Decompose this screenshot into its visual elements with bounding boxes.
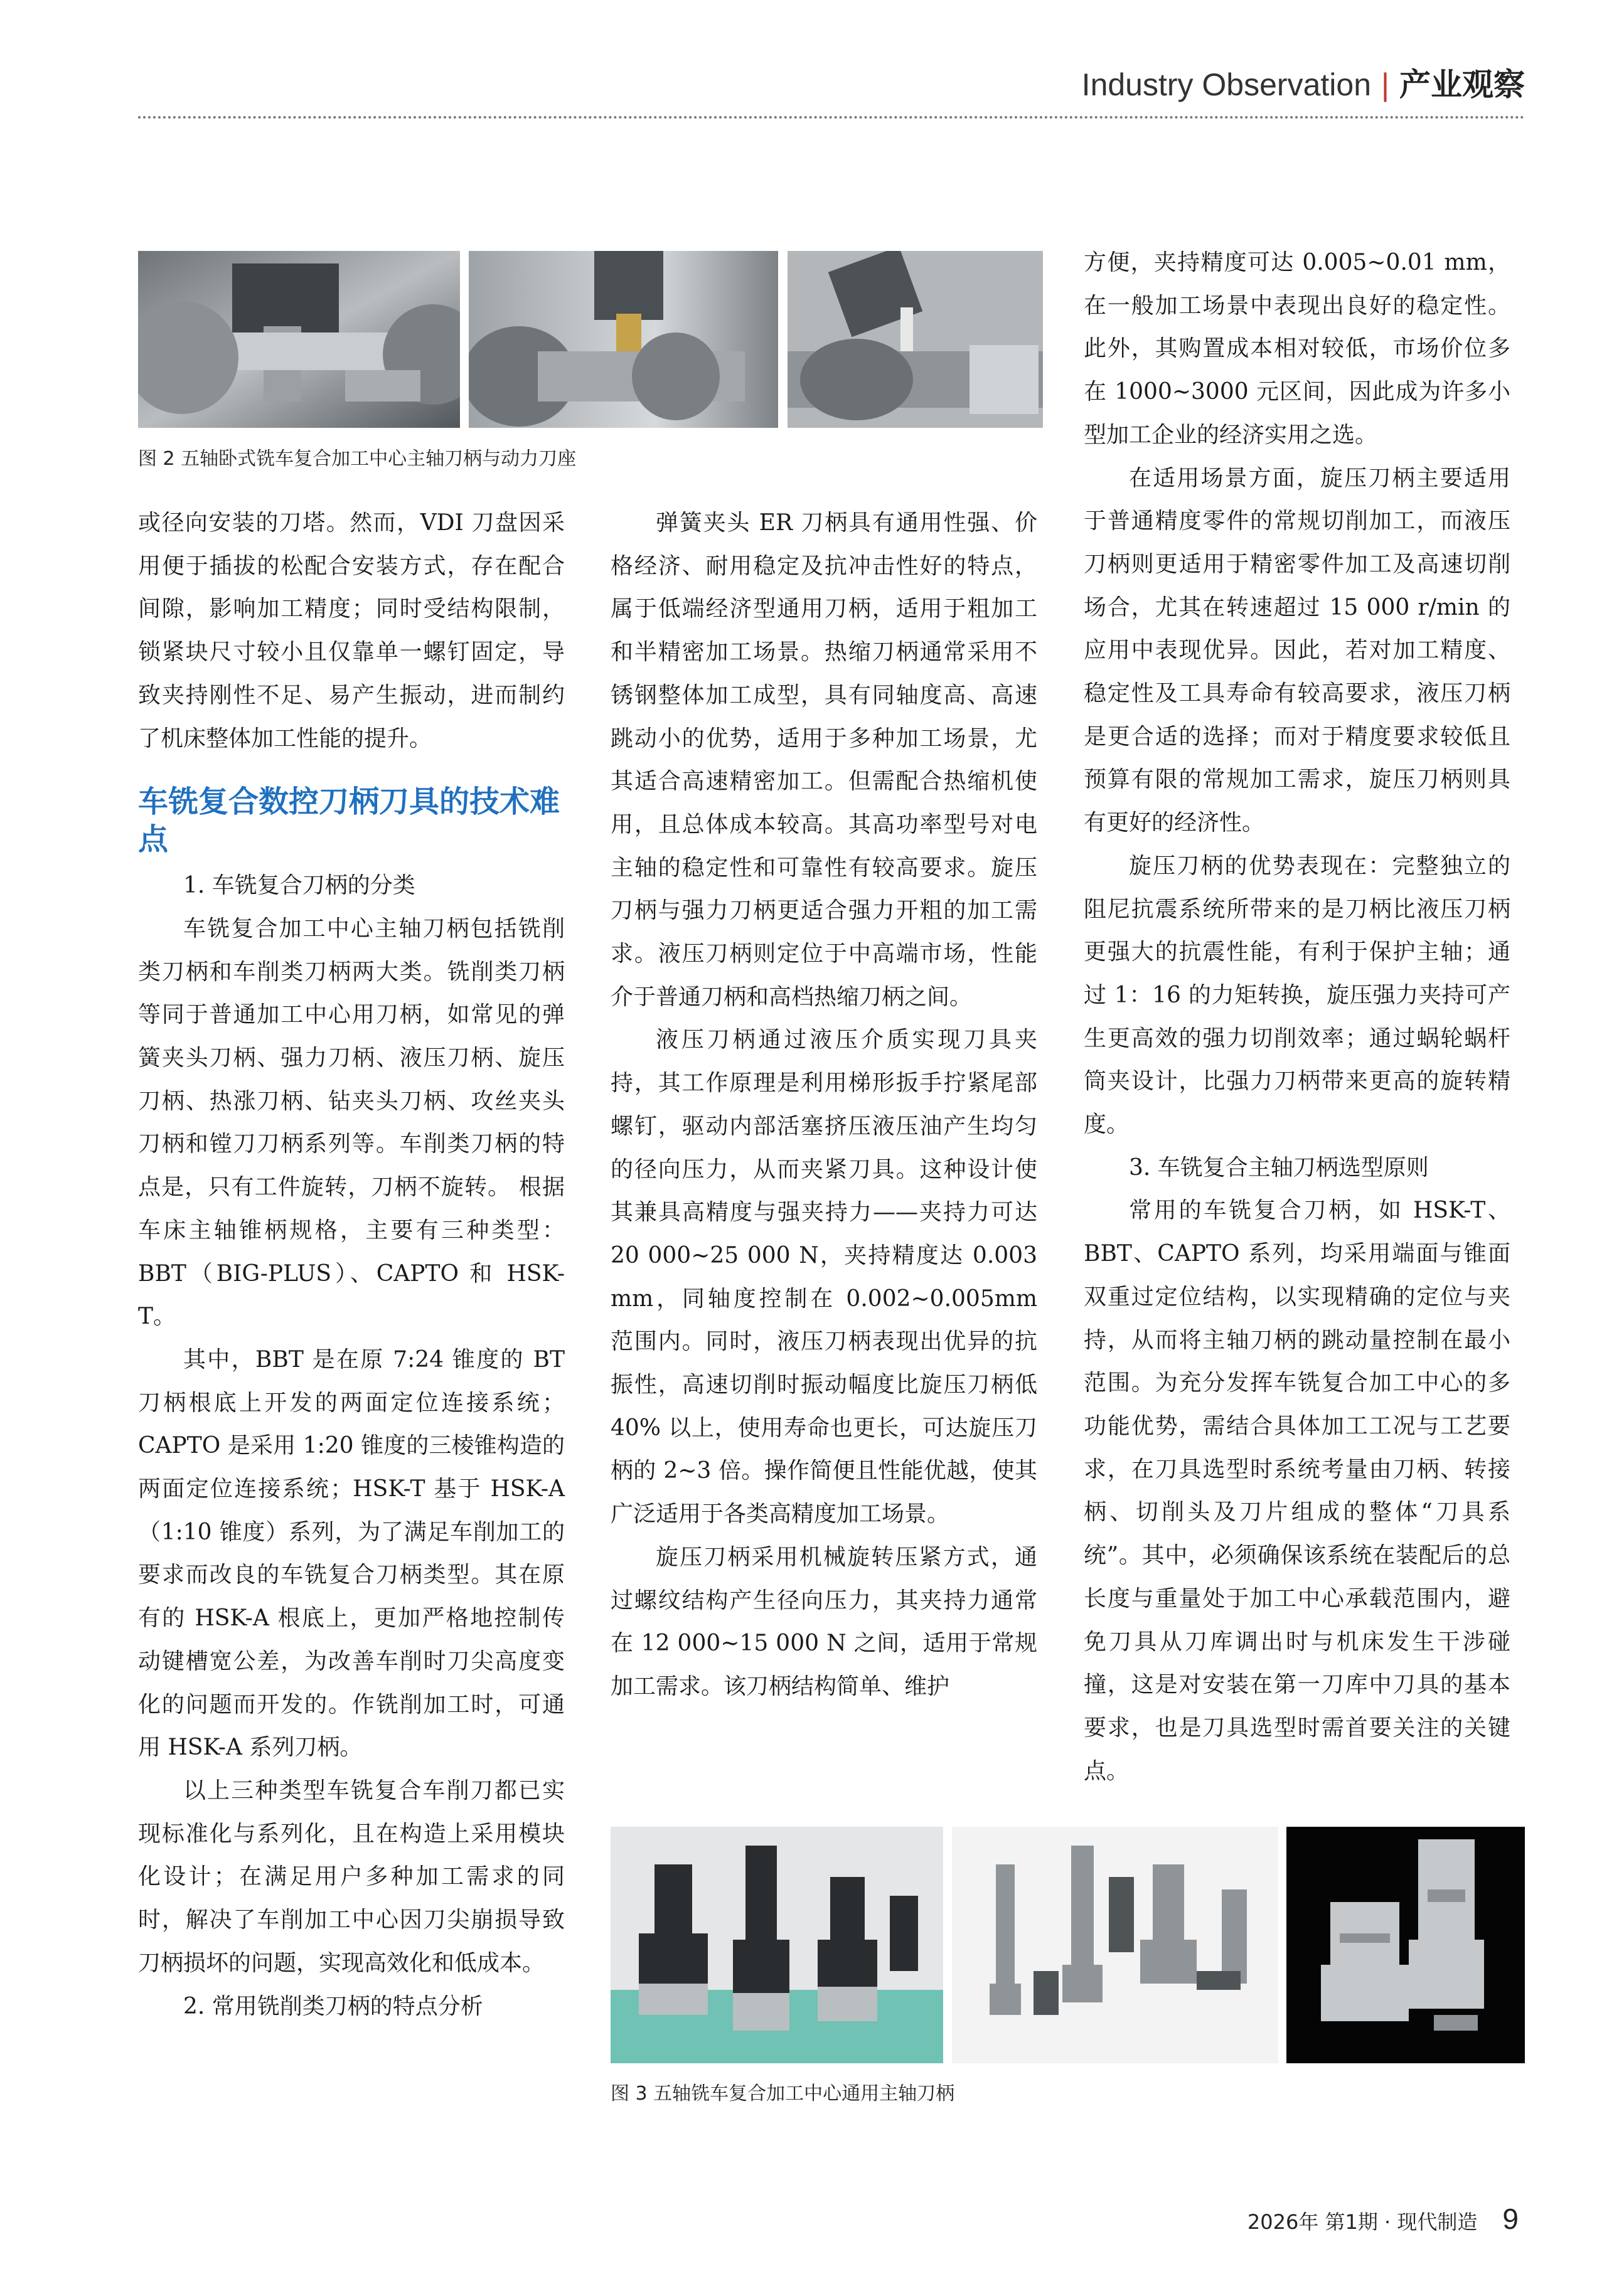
fig3-photo-3 — [1286, 1827, 1525, 2063]
column-3 — [1084, 242, 1510, 1793]
col3-paragraph-3: 旋压刀柄的优势表现在：完整独立的阻尼抗震系统所带来的是刀柄比液压刀柄更强大的抗震性能，有利于保护主轴；通过 1：16 的力矩转换，旋压强力夹持可产生更高效的强力切削效率；通过蜗轮蜗杆筒夹设计，比强力刀柄带来更高的旋转精度。 — [1084, 853, 1510, 1138]
col1-paragraph-2: 车铣复合加工中心主轴刀柄包括铣削类刀柄和车削类刀柄两大类。铣削类刀柄等同于普通加工中心用刀柄，如常见的弹簧夹头刀柄、强力刀柄、液压刀柄、旋压刀柄、热涨刀柄、钻夹头刀柄、攻丝夹头刀柄和镗刀刀柄系列等。车削类刀柄的特点是，只有工件旋转，刀柄不旋转。 根据车床主轴锥柄规格，主要有三种类型：BBT（BIG-PLUS）、CAPTO 和 HSK-T。 — [138, 915, 565, 1330]
fig3-photo-2 — [952, 1827, 1278, 2063]
col1-paragraph-1: 或径向安装的刀塔。然而，VDI 刀盘因采用便于插拔的松配合安装方式，存在配合间隙，影响加工精度；同时受结构限制，锁紧块尺寸较小且仅靠单一螺钉固定，导致夹持刚性不足、易产生振动，进而制约了机床整体加工性能的提升。 — [138, 510, 565, 752]
col1-paragraph-3: 其中，BBT 是在原 7:24 锥度的 BT 刀柄根底上开发的两面定位连接系统；CAPTO 是采用 1:20 锥度的三棱锥构造的两面定位连接系统；HSK-T 基于 HSK-A（1:10 锥度）系列，为了满足车削加工的要求而改良的车铣复合刀柄类型。其在原有的 HSK-A 根底上，更加严格地控制传动键槽宽公差，为改善车削时刀尖高度变化的问题而开发的。作铣削加工时，可通用 HSK-A 系列刀柄。 — [138, 1346, 565, 1761]
section-heading: 车铣复合数控刀柄刀具的技术难点 — [138, 784, 560, 858]
fig2-photo-3 — [788, 251, 1043, 428]
page-footer — [1247, 2202, 1519, 2236]
running-head — [1082, 60, 1525, 105]
issue-info: 2026年 第1期 · 现代制造 — [1247, 2210, 1478, 2234]
subsection-title-2: 2. 常用铣削类刀柄的特点分析 — [183, 1993, 483, 2019]
col2-paragraph-1: 弹簧夹头 ER 刀柄具有通用性强、价格经济、耐用稳定及抗冲击性好的特点，属于低端经济型通用刀柄，适用于粗加工和半精密加工场景。热缩刀柄通常采用不锈钢整体加工成型，具有同轴度高、高速跳动小的优势，适用于多种加工场景，尤其适合高速精密加工。但需配合热缩机使用，且总体成本较高。其高功率型号对电主轴的稳定性和可靠性有较高要求。旋压刀柄与强力刀柄更适合强力开粗的加工需求。液压刀柄则定位于中高端市场，性能介于普通刀柄和高档热缩刀柄之间。 — [611, 510, 1037, 1010]
header-dotted-rule — [138, 116, 1525, 119]
fig2-photo-1 — [138, 251, 460, 428]
header-separator: | — [1381, 67, 1389, 102]
column-2 — [611, 502, 1037, 1709]
page-header — [138, 60, 1525, 116]
fig2-photo-2 — [469, 251, 778, 428]
subsection-title-3: 3. 车铣复合主轴刀柄选型原则 — [1129, 1154, 1429, 1181]
col2-paragraph-2: 液压刀柄通过液压介质实现刀具夹持，其工作原理是利用梯形扳手拧紧尾部螺钉，驱动内部活塞挤压液压油产生均匀的径向压力，从而夹紧刀具。这种设计使其兼具高精度与强夹持力——夹持力可达 20 000~25 000 N，夹持精度达 0.003 mm，同轴度控制在 0.002~0.005mm 范围内。同时，液压刀柄表现出优异的抗振性，高速切削时振动幅度比旋压刀柄低 40% 以上，使用寿命也更长，可达旋压刀柄的 2~3 倍。操作简便且性能优越，使其广泛适用于各类高精度加工场景。 — [611, 1027, 1037, 1528]
section-title-en: Industry Observation — [1081, 67, 1371, 102]
section-title-zh: 产业观察 — [1399, 66, 1525, 103]
col3-paragraph-2: 在适用场景方面，旋压刀柄主要适用于普通精度零件的常规切削加工，而液压刀柄则更适用于精密零件加工及高速切削场合，尤其在转速超过 15 000 r/min 的应用中表现优异。因此，若对加工精度、稳定性及工具寿命有较高要求，液压刀柄是更合适的选择；而对于精度要求较低且预算有限的常规加工需求，旋压刀柄则具有更好的经济性。 — [1084, 465, 1510, 836]
subsection-title-1: 1. 车铣复合刀柄的分类 — [183, 873, 415, 899]
col3-paragraph-4: 常用的车铣复合刀柄，如 HSK-T、BBT、CAPTO 系列，均采用端面与锥面双重过定位结构，以实现精确的定位与夹持，从而将主轴刀柄的跳动量控制在最小范围。为充分发挥车铣复合加工中心的多功能优势，需结合具体加工工况与工艺要求，在刀具选型时系统考量由刀柄、转接柄、切削头及刀片组成的整体“刀具系统”。其中，必须确保该系统在装配后的总长度与重量处于加工中心承载范围内，避免刀具从刀库调出时与机床发生干涉碰撞，这是对安装在第一刀库中刀具的基本要求，也是刀具选型时需首要关注的关键点。 — [1084, 1198, 1510, 1784]
column-1 — [138, 502, 565, 2028]
fig2-caption: 图 2 五轴卧式铣车复合加工中心主轴刀柄与动力刀座 — [138, 448, 577, 470]
page-number: 9 — [1502, 2203, 1519, 2235]
col3-paragraph-1: 方便，夹持精度可达 0.005~0.01 mm，在一般加工场景中表现出良好的稳定性。此外，其购置成本相对较低，市场价位多在 1000~3000 元区间，因此成为许多小型加工企业的经济实用之选。 — [1084, 250, 1510, 448]
col2-paragraph-3: 旋压刀柄采用机械旋转压紧方式，通过螺纹结构产生径向压力，其夹持力通常在 12 000~15 000 N 之间，适用于常规加工需求。该刀柄结构简单、维护 — [611, 1544, 1037, 1699]
fig3-caption: 图 3 五轴铣车复合加工中心通用主轴刀柄 — [611, 2083, 955, 2105]
col1-paragraph-4: 以上三种类型车铣复合车削刀都已实现标准化与系列化，且在构造上采用模块化设计；在满足用户多种加工需求的同时，解决了车削加工中心因刀尖崩损导致刀柄损坏的问题，实现高效化和低成本。 — [138, 1777, 565, 1976]
fig3-photo-1 — [611, 1827, 943, 2063]
